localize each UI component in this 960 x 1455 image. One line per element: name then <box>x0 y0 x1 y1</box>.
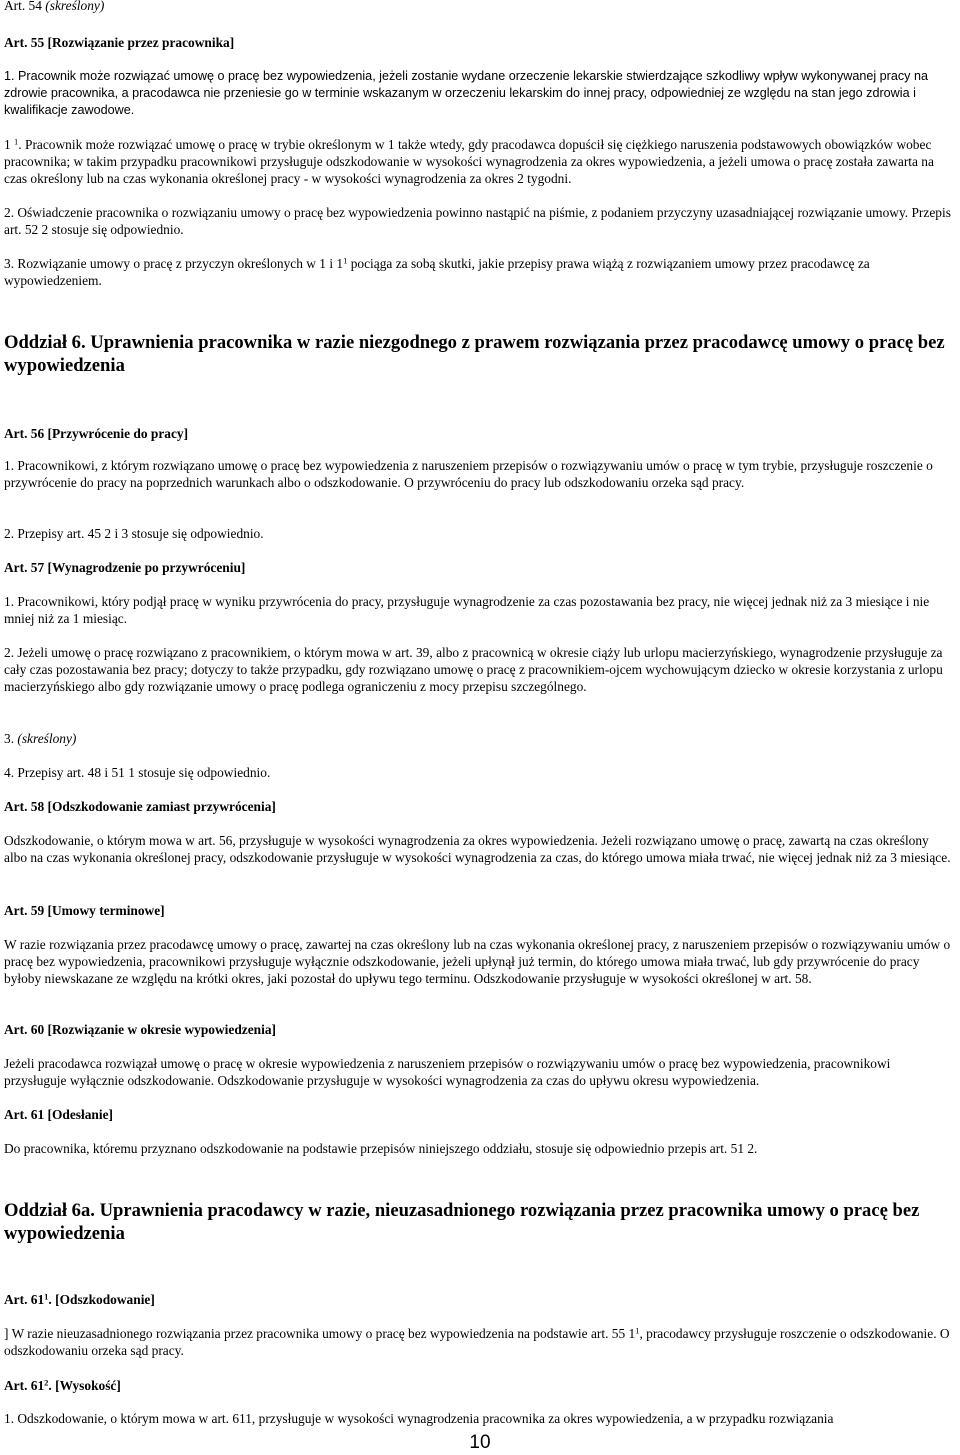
art61-2-heading: Art. $61^2$. [Wysokość] <box>4 1377 121 1393</box>
art61-paragraph-1: Do pracownika, któremu przyznano odszkodowanie na podstawie przepisów niniejszego oddziału, stosuje się odpowiednio przepis art. 51 2. <box>4 1141 758 1156</box>
art55-paragraph-2: 2. Oświadczenie pracownika o rozwiązaniu umowy o pracę bez wypowiedzenia powinno nastąpić na piśmie, z podaniem przyczyny uzasadniającej rozwiązanie umowy. Przepis art. 52 2 stosuje się odpowiednio. <box>4 205 951 237</box>
art58-heading: Art. 58 [Odszkodowanie zamiast przywrócenia] <box>4 799 276 814</box>
page-number: 10 <box>469 1432 491 1453</box>
art56-heading: Art. 56 [Przywrócenie do pracy] <box>4 426 189 441</box>
art57-heading: Art. 57 [Wynagrodzenie po przywróceniu] <box>4 560 246 575</box>
art60-heading: Art. 60 [Rozwiązanie w okresie wypowiedzenia] <box>4 1022 276 1037</box>
art57-paragraph-1: 1. Pracownikowi, który podjął pracę w wyniku przywrócenia do pracy, przysługuje wynagrodzenie za czas pozostawania bez pracy, nie więcej jednak niż za 3 miesiące i nie mniej niż za 1 miesiąc. <box>4 594 930 626</box>
art59-paragraph-1: W razie rozwiązania przez pracodawcę umowy o pracę, zawartej na czas określony lub na czas wykonania określonej pracy, z naruszeniem przepisów o rozwiązywaniu umów o pracę bez wypowiedzenia, pracownikowi przysługuje wyłącznie odszkodowanie, jeżeli upłynął już termin, do którego umowa miała trwać, lub gdy przywrócenie do pracy byłoby niewskazane ze względu na krótki okres, jaki pozostał do upływu tego terminu. Odszkodowanie przysługuje w wysokości określonej w art. 58. <box>4 937 951 986</box>
art55-paragraph-3: 3. Rozwiązanie umowy o pracę z przyczyn określonych w 1 i $1^1$ pociąga za sobą skutki, jakie przepisy prawa wiążą z rozwiązaniem umowy przez pracodawcę za wypowiedzeniem. <box>4 255 870 288</box>
art55-paragraph-1: 1. Pracownik może rozwiązać umowę o pracę bez wypowiedzenia, jeżeli zostanie wydane orzeczenie lekarskie stwierdzające szkodliwy wpływ wykonywanej pracy na zdrowie pracownika, a pracodawca nie przeniesie go w terminie wskazanym w orzeczeniu lekarskim do innej pracy, odpowiedniej ze względu na stan jego zdrowia i kwalifikacje zawodowe. <box>4 69 928 117</box>
art56-paragraph-2: 2. Przepisy art. 45 2 i 3 stosuje się odpowiednio. <box>4 526 264 541</box>
oddzial-6-heading: Oddział 6. Uprawnienia pracownika w razie niezgodnego z prawem rozwiązania przez pracodawcę umowy o pracę bez wypowiedzenia <box>4 332 945 376</box>
art59-heading: Art. 59 [Umowy terminowe] <box>4 903 165 918</box>
art61-1-paragraph-1: ] W razie nieuzasadnionego rozwiązania przez pracownika umowy o pracę bez wypowiedzenia na podstawie art. 55 $1^1$, pracodawcy przysługuje roszczenie o odszkodowanie. O odszkodowaniu orzeka sąd pracy. <box>4 1325 950 1358</box>
art54-heading: Art. 54 (skreślony) <box>4 0 105 13</box>
art57-paragraph-3: 3. (skreślony) <box>4 731 77 746</box>
art56-paragraph-1: 1. Pracownikowi, z którym rozwiązano umowę o pracę bez wypowiedzenia z naruszeniem przepisów o rozwiązywaniu umów o pracę w tym trybie, przysługuje roszczenie o przywrócenie do pracy na poprzednich warunkach albo o odszkodowanie. O przywróceniu do pracy lub odszkodowaniu orzeka sąd pracy. <box>4 458 933 490</box>
art55-paragraph-1-1: 1 $^1$. Pracownik może rozwiązać umowę o pracę w trybie określonym w 1 także wtedy, gdy pracodawca dopuścił się ciężkiego naruszenia podstawowych obowiązków wobec pracownika; w takim przypadku pracownikowi przysługuje odszkodowanie w wysokości wynagrodzenia za okres wypowiedzenia, a jeżeli umowa o pracę została zawarta na czas określony lub na czas wykonania określonej pracy - w wysokości wynagrodzenia za okres 2 tygodni. <box>4 136 934 186</box>
art58-paragraph-1: Odszkodowanie, o którym mowa w art. 56, przysługuje w wysokości wynagrodzenia za okres wypowiedzenia. Jeżeli rozwiązano umowę o pracę, zawartą na czas określony albo na czas wykonania określonej pracy, odszkodowanie przysługuje w wysokości wynagrodzenia za czas, do którego umowa miała trwać, nie więcej jednak niż za 3 miesiące. <box>4 833 951 865</box>
art57-paragraph-4: 4. Przepisy art. 48 i 51 1 stosuje się odpowiednio. <box>4 765 271 780</box>
oddzial-6a-heading: Oddział 6a. Uprawnienia pracodawcy w razie, nieuzasadnionego rozwiązania przez pracownika umowy o pracę bez wypowiedzenia <box>4 1200 920 1244</box>
art55-heading: Art. 55 [Rozwiązanie przez pracownika] <box>4 35 235 50</box>
art57-paragraph-2: 2. Jeżeli umowę o pracę rozwiązano z pracownikiem, o którym mowa w art. 39, albo z pracownicą w okresie ciąży lub urlopu macierzyńskiego, wynagrodzenie przysługuje za cały czas pozostawania bez pracy; dotyczy to także przypadku, gdy rozwiązano umowę o pracę z pracownikiem-ojcem wychowującym dziecko w okresie korzystania z urlopu macierzyńskiego albo gdy rozwiązanie umowy o pracę podlega ograniczeniu z mocy przepisu szczególnego. <box>4 645 943 694</box>
art60-paragraph-1: Jeżeli pracodawca rozwiązał umowę o pracę w okresie wypowiedzenia z naruszeniem przepisów o rozwiązywaniu umów o pracę bez wypowiedzenia, pracownikowi przysługuje wyłącznie odszkodowanie. Odszkodowanie przysługuje w wysokości wynagrodzenia za czas do upływu okresu wypowiedzenia. <box>4 1056 891 1088</box>
art61-heading: Art. 61 [Odesłanie] <box>4 1107 113 1122</box>
art61-2-paragraph-1: 1. Odszkodowanie, o którym mowa w art. 611, przysługuje w wysokości wynagrodzenia pracownika za okres wypowiedzenia, a w przypadku rozwiązania <box>4 1411 834 1426</box>
art61-1-heading: Art. $61^1$. [Odszkodowanie] <box>4 1291 155 1307</box>
